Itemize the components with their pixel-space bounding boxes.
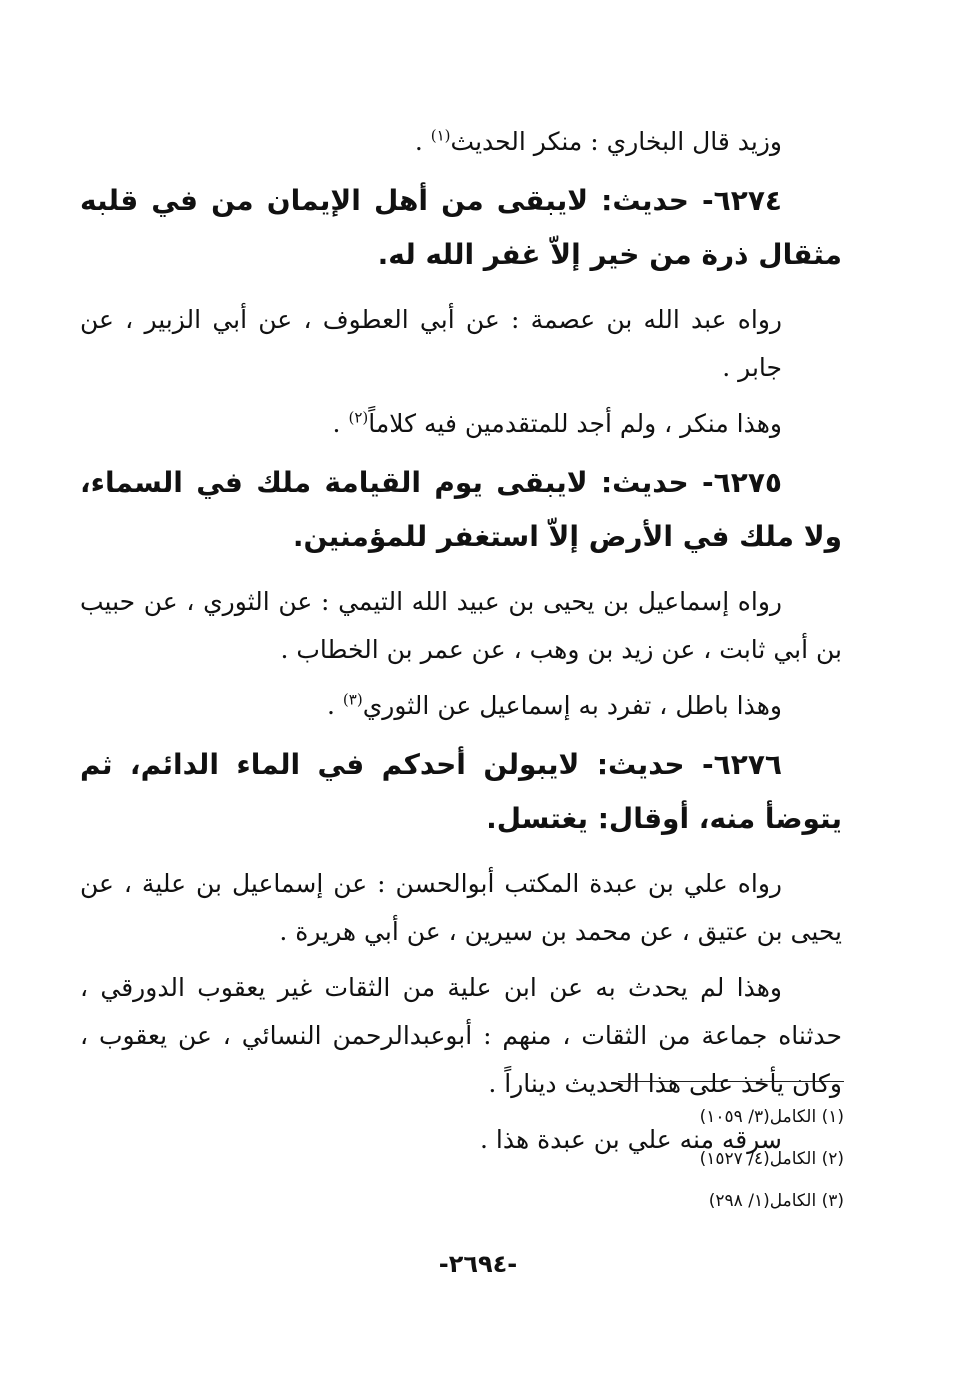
paragraph-text: وهذا منكر ، ولم أجد للمتقدمين فيه كلاماً [368,409,782,438]
footnote-divider [618,1081,844,1082]
paragraph-end: . [332,409,349,438]
footnote-3: (٣) الكامل(١/ ٢٩٨) [708,1191,844,1211]
page-number: -٢٦٩٤- [438,1250,518,1278]
hadith-heading-6276: ٦٢٧٦- حديث: لايبولن أحدكم في الماء الدائم، ثم يتوضأ منه، أوقال: يغتسل. [80,748,842,835]
paragraph-zaid-bukhari [80,118,842,166]
footnote-1: (١) الكامل(٣/ ١٠٥٩) [699,1107,844,1127]
paragraph-end: . [327,691,343,720]
hadith-heading-6275: ٦٢٧٥- حديث: لايبقى يوم القيامة ملك في السماء، ولا ملك في الأرض إلاّ استغفر للمؤمنين. [80,466,842,553]
paragraph-narration-6275: رواه إسماعيل بن يحيى بن عبيد الله التيمي : عن الثوري ، عن حبيب بن أبي ثابت ، عن زيد بن وهب ، عن عمر بن الخطاب . [80,587,842,664]
paragraph-theft-note: سرقه منه علي بن عبدة هذا . [479,1125,782,1154]
footnote-ref-1[interactable]: (١) [430,126,451,145]
paragraph-text: وزيد قال البخاري : منكر الحديث [450,127,782,156]
paragraph-narration-6274: رواه عبد الله بن عصمة : عن أبي العطوف ، عن أبي الزبير ، عن جابر . [80,305,782,382]
paragraph-end: . [414,127,431,156]
paragraph-narration-6276: رواه علي بن عبدة المكتب أبوالحسن : عن إسماعيل بن علية ، عن يحيى بن عتيق ، عن محمد بن سيرين ، عن أبي هريرة . [80,869,842,946]
main-text [80,118,842,1172]
footnote-ref-3[interactable]: (٣) [342,690,363,709]
footnote-ref-2[interactable]: (٢) [348,408,369,427]
paragraph-comment-6274 [80,400,842,448]
paragraph-comment-6275 [80,682,842,730]
footnotes [424,1096,844,1222]
hadith-heading-6274: ٦٢٧٤- حديث: لايبقى من أهل الإيمان من في قلبه مثقال ذرة من خير إلاّ غفر الله له. [80,184,842,271]
paragraph-comment-6276: وهذا لم يحدث به عن ابن علية من الثقات غير يعقوب الدورقي ، حدثناه جماعة من الثقات ، منهم : أبوعبدالرحمن النسائي ، عن يعقوب ، وكان يأخذ على هذا الحديث ديناراً . [80,973,842,1098]
paragraph-text: وهذا باطل ، تفرد به إسماعيل عن الثوري [362,691,782,720]
footnote-2: (٢) الكامل(٤/ ١٥٢٧) [699,1149,844,1169]
